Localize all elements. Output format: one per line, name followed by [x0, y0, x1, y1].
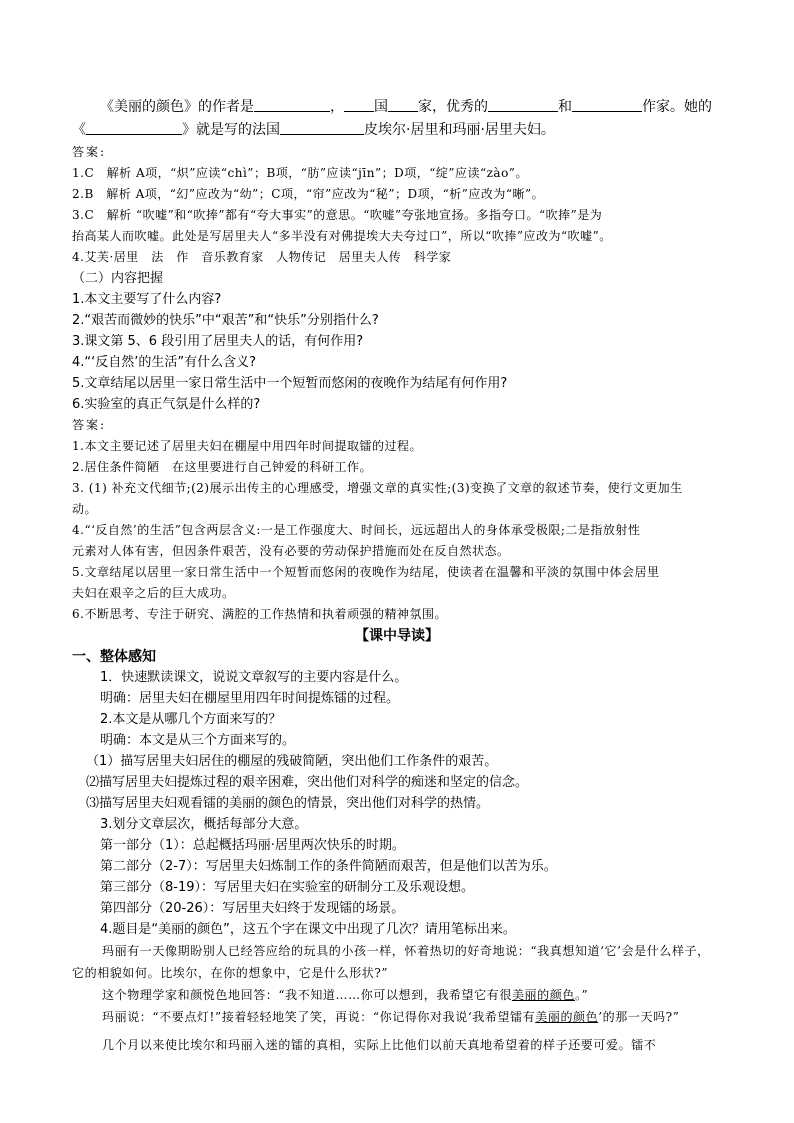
answers-label: 答案:	[72, 418, 107, 432]
underlined-phrase: 美丽的颜色	[535, 1010, 599, 1024]
blank-country	[344, 97, 374, 112]
question: 1．快速默读课文，说说文章叙写的主要内容是什么。	[100, 670, 408, 685]
answer-point: （1）描写居里夫妇居住的棚屋的残破简陋，突出他们工作条件的艰苦。	[86, 754, 498, 769]
answers-label: 答案:	[72, 145, 107, 159]
underlined-phrase: 美丽的颜色	[511, 988, 575, 1002]
answer-line: 2.居住条件简陋 在这里要进行自己钟爱的科研工作。	[72, 460, 372, 474]
answer-line: 3.C 解析 “吹嘘”和“吹捧”都有“夸大事实”的意思。“吹嘘”夸张地宣扬。多指夸口。“吹捧”是为	[72, 208, 603, 222]
question: 5.文章结尾以居里一家日常生活中一个短暂而悠闲的夜晚作为结尾有何作用?	[72, 376, 508, 391]
document-page	[72, 96, 722, 1056]
answer: 明确：居里夫妇在棚屋里用四年时间提炼镭的过程。	[100, 691, 400, 706]
question: 1.本文主要写了什么内容?	[72, 292, 222, 307]
excerpt-paragraph: 这个物理学家和颜悦色地回答：“我不知道……你可以想到，我希望它有很美丽的颜色。”	[102, 988, 589, 1002]
blank-field	[280, 120, 364, 135]
blank-book	[86, 120, 182, 135]
part-summary: 第一部分（1）：总起概括玛丽·居里两次快乐的时期。	[100, 838, 405, 853]
answer-line: 动。	[72, 502, 98, 516]
answer-point: ⑶描写居里夫妇观看镭的美丽的颜色的情景，突出他们对科学的热情。	[86, 796, 490, 811]
question: 3.划分文章层次，概括每部分大意。	[100, 817, 308, 832]
excerpt-paragraph: 玛丽说：“不要点灯!”接着轻轻地笑了笑，再说：“你记得你对我说‘我希望镭有美丽的颜色’的那一天吗?”	[102, 1010, 680, 1024]
answer-point: ⑵描写居里夫妇提炼过程的艰辛困难，突出他们对科学的痴迷和坚定的信念。	[86, 775, 529, 790]
question: 4.题目是“美丽的颜色”，这五个字在课文中出现了几次？请用笔标出来。	[100, 922, 516, 937]
answer: 明确：本文是从三个方面来写的。	[100, 733, 296, 748]
part-summary: 第四部分（20-26）：写居里夫妇终于发现镭的场景。	[100, 901, 405, 916]
excerpt-paragraph: 玛丽有一天像期盼别人已经答应给的玩具的小孩一样，怀着热切的好奇地说：“我真想知道‘它’会是什么样子，它的相貌如何。比埃尔，在你的想象中，它是什么形状?”	[72, 944, 710, 980]
answer-line: 6.不断思考、专注于研究、满腔的工作热情和执着顽强的精神氛围。	[72, 607, 447, 621]
answer-line: 5.文章结尾以居里一家日常生活中一个短暂而悠闲的夜晚作为结尾，使读者在温馨和平淡的氛围中体会居里	[72, 565, 660, 579]
intro-paragraph: 《美丽的颜色》的作者是 ， 国 家，优秀的 和 作家。她的 《 》就是写的法国 皮埃尔·居里和玛丽·居里夫妇。	[72, 99, 712, 138]
blank-occupation	[388, 97, 418, 112]
question: 2.“艰苦而微妙的快乐”中“艰苦”和“快乐”分别指什么?	[72, 313, 379, 328]
guide-heading: 【课中导读】	[355, 628, 439, 644]
answer-line: 4.“‘反自然’的生活”包含两层含义:一是工作强度大、时间长，远远超出人的身体承受极限;二是指放射性	[72, 523, 641, 537]
part-summary: 第二部分（2-7）：写居里夫妇炼制工作的条件简陋而艰苦，但是他们以苦为乐。	[100, 859, 557, 874]
part-summary: 第三部分（8-19）：写居里夫妇在实验室的研制分工及乐观设想。	[100, 880, 475, 895]
blank-author	[254, 97, 330, 112]
answer-line: 夫妇在艰辛之后的巨大成功。	[72, 586, 235, 600]
section-heading: 一、整体感知	[72, 649, 156, 665]
excerpt-paragraph: 几个月以来使比埃尔和玛丽入迷的镭的真相，实际上比他们以前天真地希望着的样子还要可爱。镭不	[102, 1038, 657, 1052]
blank-role2	[572, 97, 642, 112]
answer-line: 3. (1) 补充文代细节;(2)展示出传主的心理感受，增强文章的真实性;(3)变换了文章的叙述节奏，使行文更加生	[72, 481, 683, 495]
question: 2.本文是从哪几个方面来写的？	[100, 712, 282, 727]
answer-line: 元素对人体有害，但因条件艰苦，没有必要的劳动保护措施而处在反自然状态。	[72, 544, 510, 558]
question: 6.实验室的真正气氛是什么样的?	[72, 397, 261, 412]
section-title: （二）内容把握	[72, 271, 164, 286]
answer-line: 4.艾芙·居里 法 作 音乐教育家 人物传记 居里夫人传 科学家	[72, 250, 452, 264]
answer-line: 抬高某人而吹嘘。此处是写居里夫人“多半没有对佛提埃大夫夸过口”，所以“吹捧”应改为“吹嘘”。	[72, 229, 612, 243]
answer-line: 2.B 解析 A项，“幻”应改为“幼”；C项，“帘”应改为“秘”；D项，“析”应改为“晰”。	[72, 187, 545, 201]
answer-line: 1.本文主要记述了居里夫妇在棚屋中用四年时间提取镭的过程。	[72, 439, 422, 453]
question: 3.课文第 5、6 段引用了居里夫人的话，有何作用?	[72, 334, 364, 349]
blank-role1	[488, 97, 558, 112]
question: 4.“‘反自然’的生活”有什么含义?	[72, 355, 257, 370]
answer-line: 1.C 解析 A项，“炽”应读“chì”；B项，“肪”应读“jīn”；D项，“绽”应读“zào”。	[72, 166, 528, 180]
